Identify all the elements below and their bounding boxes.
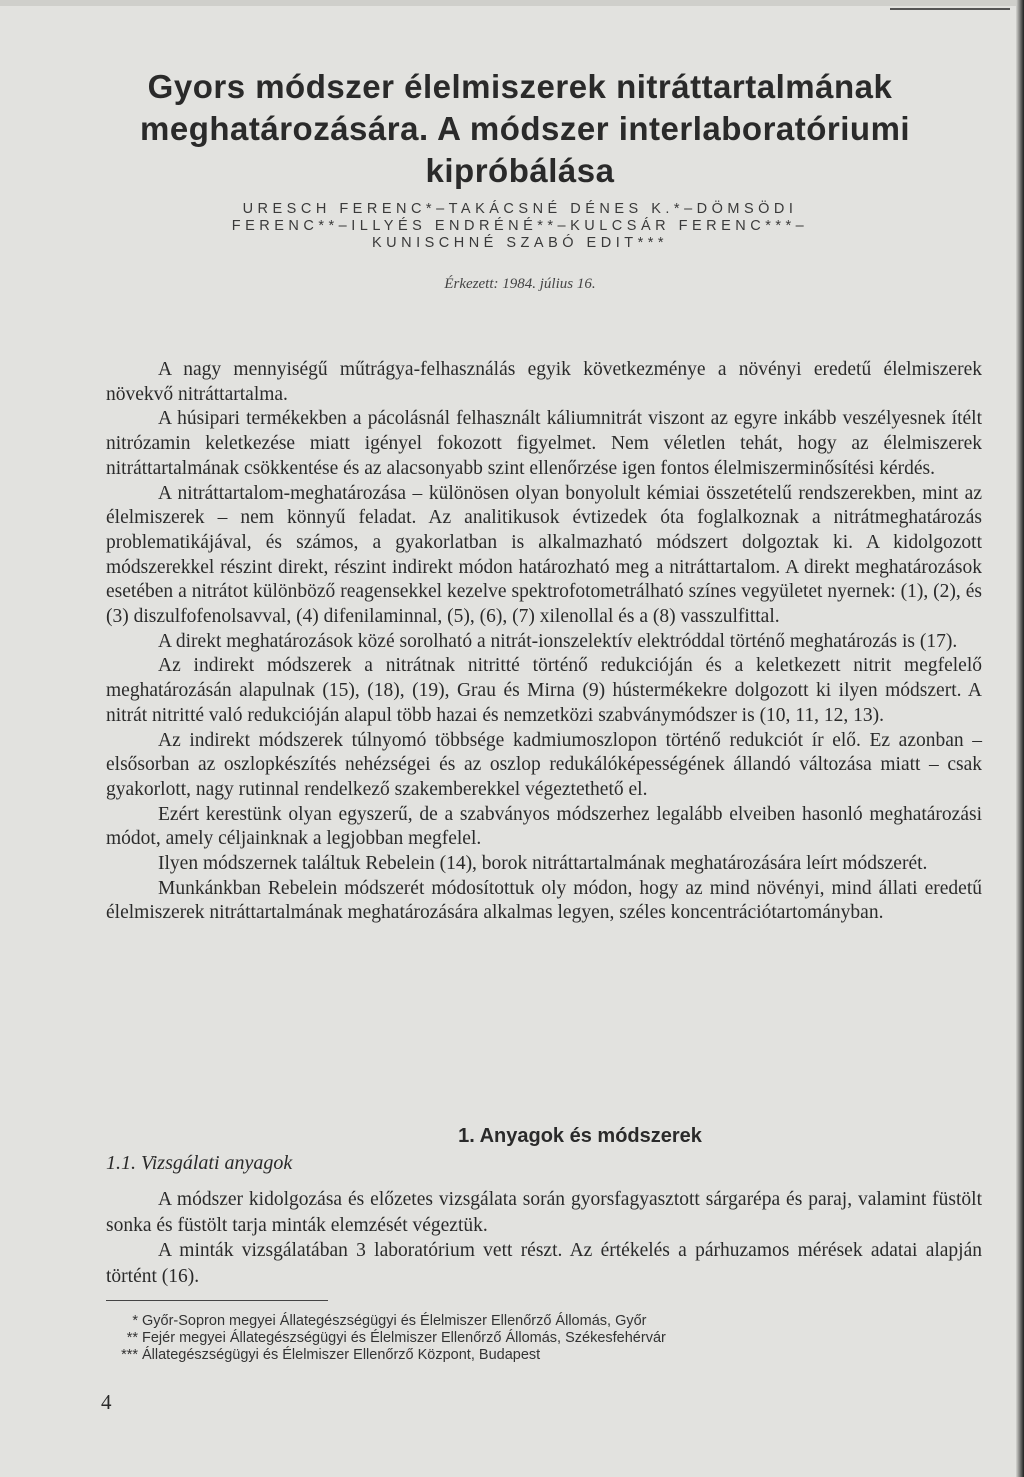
footnote-mark: *** — [121, 1347, 138, 1363]
paragraph: Az indirekt módszerek túlnyomó többsége kadmiumoszlopon történő redukciót ír elő. Ez azonban – elsősorban az oszlopkészítés nehézségei és az oszlop redukálóképességének állandó változása miatt – csak gyakorlott, nagy rutinnal rendelkező szakemberekkel végeztethető el. — [106, 729, 982, 800]
footnote-divider — [106, 1300, 328, 1301]
footnotes — [96, 1313, 926, 1364]
page-right-edge — [1016, 0, 1024, 1477]
subsection-heading: 1.1. Vizsgálati anyagok — [106, 1152, 293, 1174]
body-text — [106, 358, 982, 926]
footnote-text: Fejér megyei Állategészségügyi és Élelmiszer Ellenőrző Állomás, Székesfehérvár — [142, 1330, 666, 1346]
author-line: URESCH FERENC*–TAKÁCSNÉ DÉNES K.*–DÖMSÖDI — [242, 201, 798, 217]
article-title — [140, 66, 911, 192]
footnote — [96, 1330, 926, 1347]
footnote-mark: * — [132, 1313, 138, 1329]
paragraph: A direkt meghatározások közé sorolható a nitrát-ionszelektív elektróddal történő meghatározás is (17). — [158, 630, 958, 652]
title-line: Gyors módszer élelmiszerek nitráttartalmának — [147, 68, 893, 105]
author-list — [130, 201, 910, 252]
received-date: Érkezett: 1984. július 16. — [444, 276, 596, 292]
title-line: kipróbálása — [425, 152, 615, 189]
title-line: meghatározására. A módszer interlaboratóriumi — [140, 110, 911, 147]
footnote-text: Állategészségügyi és Élelmiszer Ellenőrző Központ, Budapest — [142, 1347, 541, 1363]
paragraph: Munkánkban Rebelein módszerét módosítottuk oly módon, hogy az mind növényi, mind állati eredetű élelmiszerek nitráttartalmának meghatározására alkalmas legyen, széles koncentrációtartományban. — [106, 877, 982, 924]
section-heading: 1. Anyagok és módszerek — [458, 1125, 702, 1147]
footnote — [96, 1347, 926, 1364]
paragraph: A nagy mennyiségű műtrágya-felhasználás egyik következménye a növényi eredetű élelmiszerek növekvő nitráttartalma. — [106, 359, 982, 405]
paragraph: Ezért kerestünk olyan egyszerű, de a szabványos módszerhez legalább elveiben hasonló meghatározási módot, amely céljainknak a legjobban megfelel. — [106, 803, 982, 850]
paragraph: Ilyen módszernek találtuk Rebelein (14), borok nitráttartalmának meghatározására leírt módszerét. — [158, 853, 928, 875]
paragraph: A nitráttartalom-meghatározása – különösen olyan bonyolult kémiai összetételű rendszerekben, mint az élelmiszerek – nem könnyű feladat. Az analitikusok évtizedek óta foglalkoznak a nitrátmeghatározás problematikájával, és számos, a gyakorlatban is alkalmazható módszert dolgoztak ki. A kidolgozott módszerekkel részint direkt, részint indirekt módon határozható meg a nitráttartalom. A direkt meghatározások esetében a nitrátot különböző reagensekkel kezelve spektrofotometrálható színes vegyületet nyernek: (1), (2), és (3) diszulfofenolsavval, (4) difenilaminnal, (5), (6), (7) xilenollal és a (8) vasszulfittal. — [106, 482, 982, 628]
paragraph: A húsipari termékekben a pácolásnál felhasznált káliumnitrát viszont az egyre inkább veszélyesnek ítélt nitrózamin keletkezése miatt igényel fokozott figyelmet. Nem véletlen tehát, hogy az élelmiszerek nitráttartalmának csökkentése és az alacsonyabb szint ellenőrzése igen fontos élelmiszerminősítési kérdés. — [106, 408, 982, 479]
paragraph: Az indirekt módszerek a nitrátnak nitritté történő redukcióján és a keletkezett nitrit megfelelő meghatározásán alapulnak (15), (18), (19), Grau és Mirna (9) hústermékekre dolgozott ki ilyen módszert. A nitrát nitritté való redukcióján alapul több hazai és nemzetközi szabványmódszer is (10, 11, 12, 13). — [106, 655, 982, 726]
author-line: KUNISCHNÉ SZABÓ EDIT*** — [371, 235, 669, 251]
paragraph: A módszer kidolgozása és előzetes vizsgálata során gyorsfagyasztott sárgarépa és paraj, valamint füstölt sonka és füstölt tarja minták elemzését végeztük. — [106, 1189, 982, 1236]
page-top-edge — [0, 0, 1024, 6]
footnote — [96, 1313, 926, 1330]
page-number: 4 — [101, 1390, 112, 1414]
paragraph: A minták vizsgálatában 3 laboratórium vett részt. Az értékelés a párhuzamos mérések adatai alapján történt (16). — [106, 1240, 982, 1287]
author-line: FERENC**–ILLYÉS ENDRÉNÉ**–KULCSÁR FERENC***– — [231, 218, 809, 234]
footnote-text: Győr-Sopron megyei Állategészségügyi és Élelmiszer Ellenőrző Állomás, Győr — [142, 1313, 647, 1329]
top-right-rule — [890, 8, 1010, 10]
body-text-section — [106, 1187, 982, 1289]
footnote-mark: ** — [126, 1330, 138, 1346]
